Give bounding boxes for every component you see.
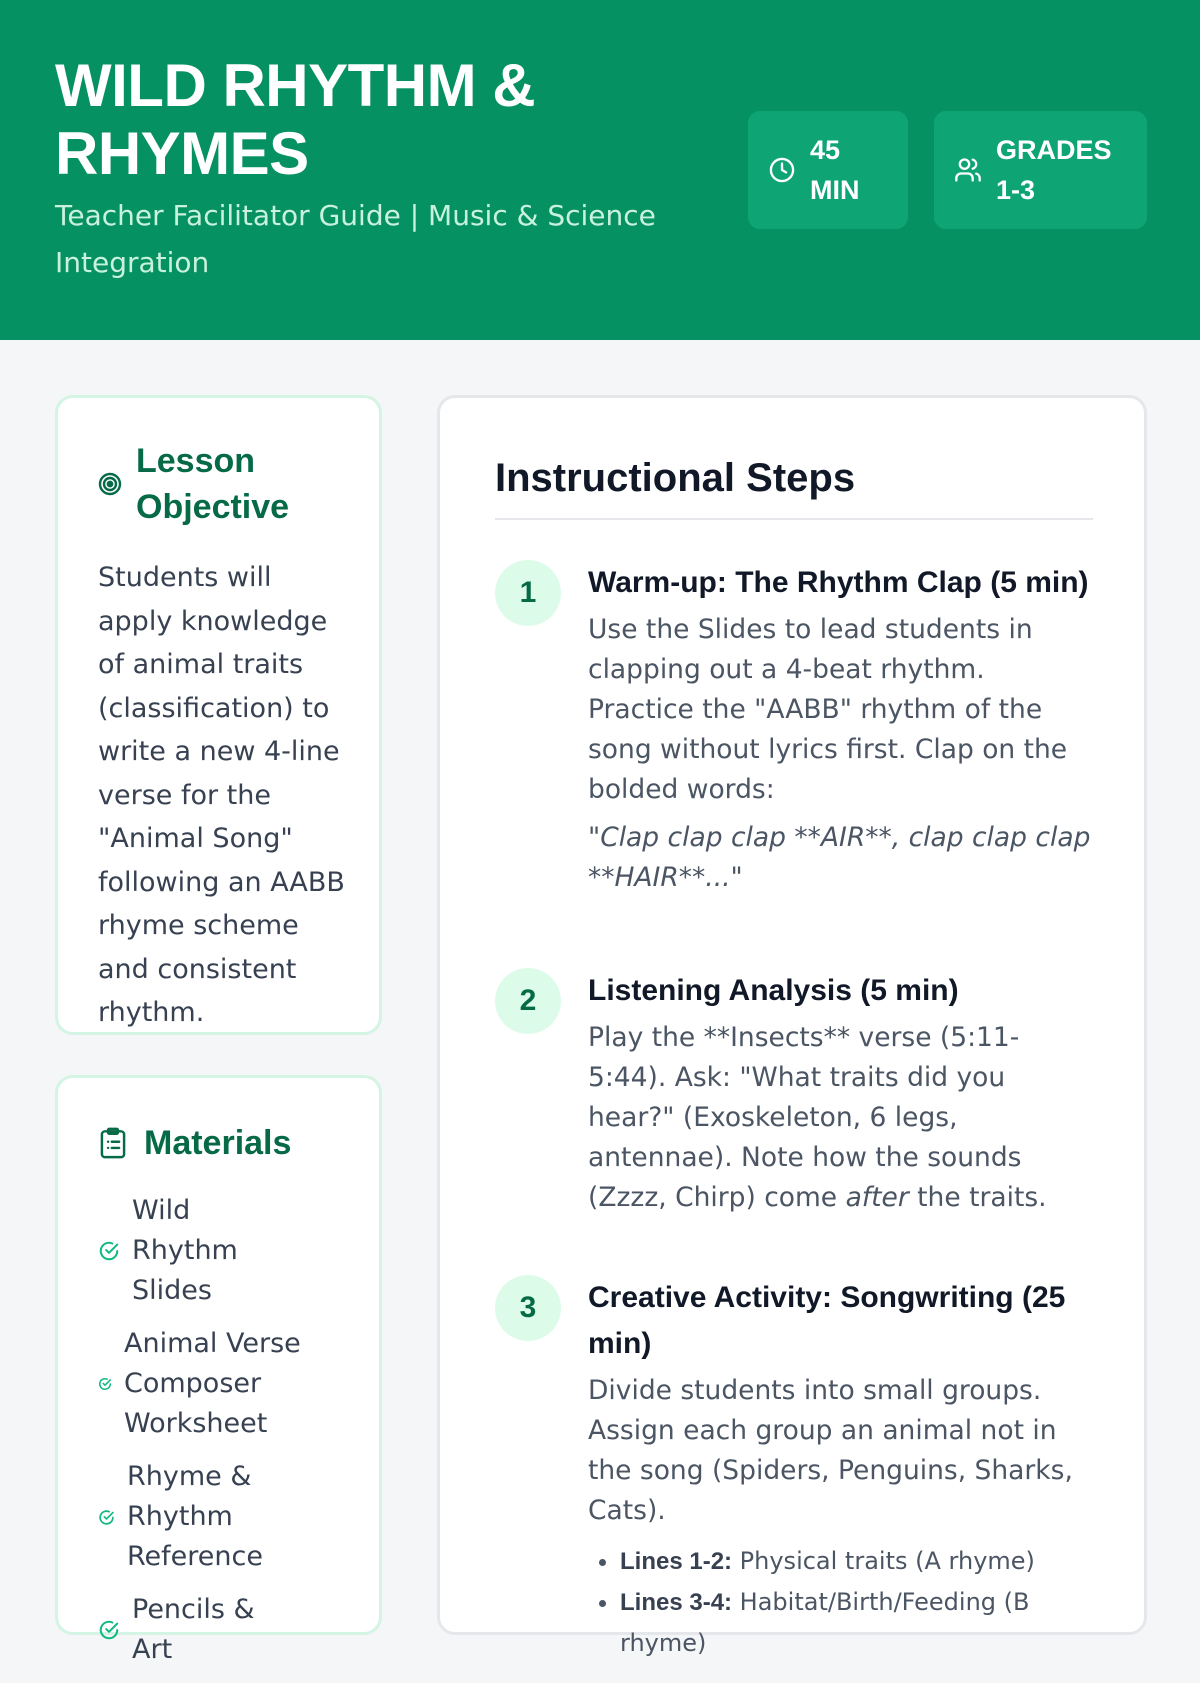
- step-title: Listening Analysis (5 min): [588, 974, 959, 1007]
- list-item: [98, 1457, 348, 1577]
- step-content: [588, 560, 1093, 898]
- duration-badge: [748, 111, 908, 229]
- target-icon: [98, 472, 122, 496]
- header-banner: [0, 0, 1200, 340]
- bullet-text: Habitat/Birth/Feeding (B rhyme): [620, 1588, 1030, 1657]
- check-circle-icon: [98, 1240, 120, 1262]
- grades-badge: [934, 111, 1147, 229]
- materials-heading: [98, 1118, 291, 1168]
- list-item: [98, 1191, 348, 1311]
- step-content: [588, 1275, 1093, 1663]
- bullet-text: Physical traits (A rhyme): [739, 1547, 1035, 1575]
- step-body-emphasis: after: [845, 1182, 909, 1213]
- step-bullet-list: [588, 1541, 1093, 1663]
- objective-heading: [98, 438, 316, 530]
- steps-card: [437, 395, 1147, 1657]
- clipboard-icon: [98, 1127, 128, 1159]
- list-item: [620, 1582, 1093, 1663]
- clock-icon: [768, 156, 796, 184]
- step-number: 2: [495, 968, 561, 1034]
- step-number: 3: [495, 1275, 561, 1341]
- bullet-label: Lines 1-2:: [620, 1548, 733, 1575]
- check-circle-icon: [98, 1509, 115, 1526]
- step-title: Creative Activity: Songwriting (25 min): [588, 1281, 1066, 1360]
- list-item: [98, 1590, 348, 1670]
- objective-text: Students will apply knowledge of animal traits (classification) to write a new 4-line verse for the "Animal Song" following an AABB rhyme scheme and consistent rhythm.: [98, 562, 345, 1028]
- duration-label: 45 MIN: [810, 135, 860, 205]
- step-body: Use the Slides to lead students in clapping out a 4-beat rhythm. Practice the "AABB" rhythm of the song without lyrics first. Clap on the bolded words:: [588, 614, 1068, 805]
- step-body: Divide students into small groups. Assign each group an animal not in the song (Spiders, Penguins, Sharks, Cats).: [588, 1375, 1073, 1526]
- check-circle-icon: [98, 1619, 120, 1641]
- page-subtitle: Teacher Facilitator Guide | Music & Science Integration: [55, 199, 656, 279]
- material-label: Pencils & Art: [132, 1594, 255, 1665]
- material-label: Animal Verse Composer Worksheet: [124, 1328, 301, 1439]
- step-number: 1: [495, 560, 561, 626]
- users-icon: [954, 156, 982, 184]
- step-quote: "Clap clap clap **AIR**, clap clap clap **HAIR**...": [588, 822, 1091, 893]
- list-item: [98, 1324, 348, 1444]
- list-item: [620, 1541, 1093, 1582]
- step-body: [588, 1018, 1093, 1218]
- steps-heading: Instructional Steps: [495, 456, 856, 500]
- grades-label: GRADES 1-3: [996, 135, 1112, 205]
- materials-card: [55, 1075, 382, 1665]
- steps-divider: [495, 518, 1093, 520]
- page-title: WILD RHYTHM & RHYMES: [55, 52, 536, 187]
- step-content: [588, 968, 1093, 1218]
- objective-card: [55, 395, 382, 1035]
- material-label: Wild Rhythm Slides: [132, 1195, 238, 1306]
- objective-heading-label: Lesson Objective: [136, 442, 290, 526]
- bullet-label: Lines 3-4:: [620, 1589, 733, 1616]
- materials-heading-label: Materials: [144, 1124, 292, 1162]
- step-body-text: the traits.: [917, 1182, 1047, 1213]
- step-title: Warm-up: The Rhythm Clap (5 min): [588, 566, 1089, 599]
- material-label: Rhyme & Rhythm Reference: [127, 1461, 263, 1572]
- check-circle-icon: [98, 1377, 112, 1391]
- step-body-text: Play the **Insects** verse (5:11-5:44). Ask: "What traits did you hear?" (Exoskeleton, 6 legs, antennae). Note how the sounds (Zzzz, Chirp) come: [588, 1022, 1022, 1213]
- materials-list: [98, 1191, 348, 1683]
